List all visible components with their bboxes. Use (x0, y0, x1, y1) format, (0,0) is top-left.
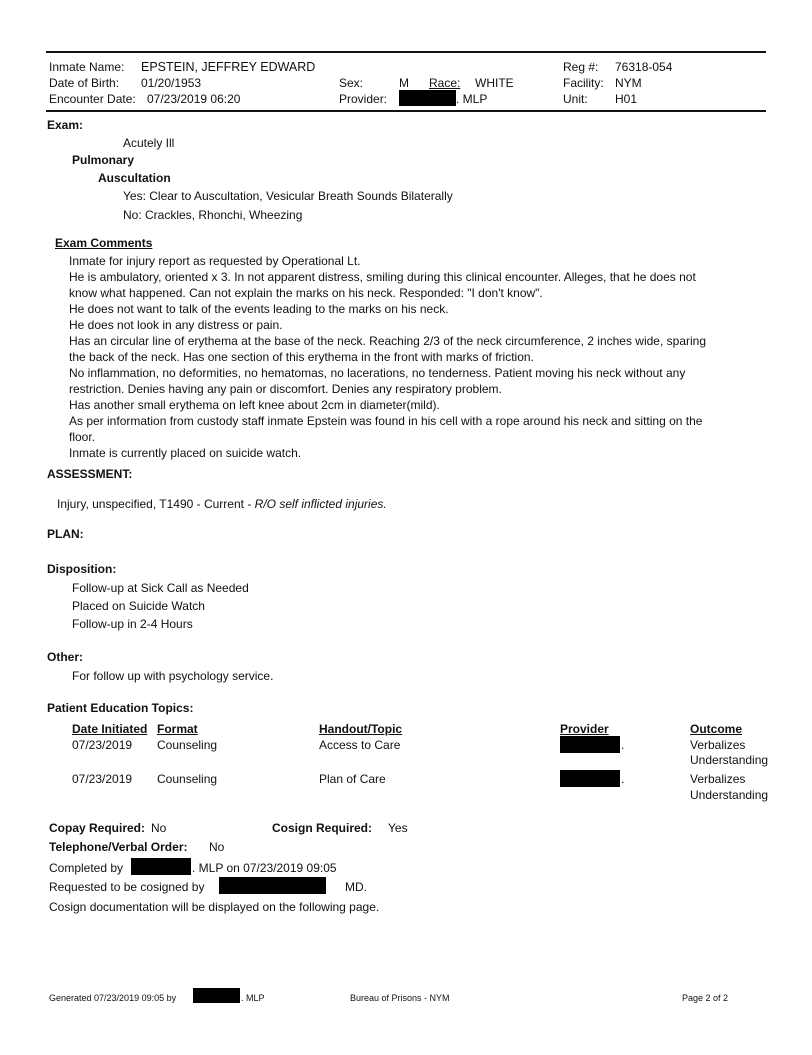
provider-redaction (399, 90, 456, 106)
requested-redaction (219, 877, 326, 894)
comment-line: He does not want to talk of the events leading to the marks on his neck. (69, 302, 449, 316)
unit-value: H01 (615, 92, 638, 106)
row-provider-suffix: . (621, 738, 625, 752)
comment-line: the back of the neck. Has one section of this erythema in the front with marks of friction. (69, 350, 534, 364)
exam-subsystem: Auscultation (98, 171, 171, 185)
exam-general: Acutely Ill (123, 136, 175, 150)
cosign-label: Cosign Required: (272, 821, 373, 835)
encounter-value: 07/23/2019 06:20 (147, 92, 241, 106)
row-provider-suffix: . (621, 772, 625, 786)
provider-suffix: . MLP (456, 92, 488, 106)
comment-line: Has another small erythema on left knee about 2cm in diameter(mild). (69, 398, 440, 412)
col-handout-topic: Handout/Topic (319, 722, 403, 736)
facility-value: NYM (615, 76, 642, 90)
disposition-item: Follow-up in 2-4 Hours (72, 617, 193, 631)
header-top-rule (46, 51, 766, 53)
disposition-item: Follow-up at Sick Call as Needed (72, 581, 249, 595)
row-topic: Plan of Care (319, 772, 386, 786)
footer-generated-prefix: Generated 07/23/2019 09:05 by (49, 993, 177, 1003)
reg-value: 76318-054 (615, 60, 673, 74)
col-date-initiated: Date Initiated (72, 722, 148, 736)
comment-line: He does not look in any distress or pain. (69, 318, 283, 332)
completed-redaction (131, 858, 191, 875)
exam-comments-heading: Exam Comments (55, 236, 153, 250)
row-topic: Access to Care (319, 738, 401, 752)
col-format: Format (157, 722, 198, 736)
cosign-note: Cosign documentation will be displayed on the following page. (49, 900, 380, 914)
footer-generated-suffix: . MLP (241, 993, 265, 1003)
footer-page-number: Page 2 of 2 (682, 993, 729, 1003)
inmate-name: EPSTEIN, JEFFREY EDWARD (141, 60, 316, 74)
exam-heading: Exam: (47, 118, 84, 132)
telephone-label: Telephone/Verbal Order: (49, 840, 188, 854)
col-outcome: Outcome (690, 722, 743, 736)
copay-value: No (151, 821, 167, 835)
exam-no: No: Crackles, Rhonchi, Wheezing (123, 208, 303, 222)
footer-center: Bureau of Prisons - NYM (350, 993, 450, 1003)
other-text: For follow up with psychology service. (72, 669, 274, 683)
plan-heading: PLAN: (47, 527, 84, 541)
comment-line: No inflammation, no deformities, no hematomas, no lacerations, no tenderness. Patient moving his neck without any (69, 366, 686, 380)
education-heading: Patient Education Topics: (47, 701, 194, 715)
row-format: Counseling (157, 738, 218, 752)
facility-label: Facility: (563, 76, 604, 90)
comment-line: know what happened. Can not explain the marks on his neck. Responded: "I don't know". (69, 286, 543, 300)
row-outcome: Understanding (690, 753, 769, 767)
completed-prefix: Completed by (49, 861, 124, 875)
requested-suffix: MD. (345, 880, 367, 894)
assessment-note: R/O self inflicted injuries. (254, 497, 387, 511)
exam-yes: Yes: Clear to Auscultation, Vesicular Breath Sounds Bilaterally (123, 189, 453, 203)
header-bottom-rule (46, 110, 766, 112)
provider-label: Provider: (339, 92, 388, 106)
assessment-text (57, 497, 387, 511)
comment-line: Inmate is currently placed on suicide watch. (69, 446, 302, 460)
requested-prefix: Requested to be cosigned by (49, 880, 205, 894)
row-outcome: Understanding (690, 788, 769, 802)
dob-label: Date of Birth: (49, 76, 120, 90)
assessment-diagnosis: Injury, unspecified, T1490 - Current - (57, 497, 255, 511)
completed-suffix: . MLP on 07/23/2019 09:05 (192, 861, 337, 875)
cosign-value: Yes (388, 821, 408, 835)
race-label: Race: (429, 76, 461, 90)
row-provider-redaction (560, 736, 620, 753)
sex-label: Sex: (339, 76, 364, 90)
telephone-value: No (209, 840, 225, 854)
row-provider-redaction (560, 770, 620, 787)
exam-system: Pulmonary (72, 153, 135, 167)
comment-line: As per information from custody staff inmate Epstein was found in his cell with a rope around his neck and sitting on the (69, 414, 703, 428)
encounter-label: Encounter Date: (49, 92, 136, 106)
comment-line: Has an circular line of erythema at the base of the neck. Reaching 2/3 of the neck circumference, 2 inches wide, sparing (69, 334, 707, 348)
row-date: 07/23/2019 (72, 738, 133, 752)
other-heading: Other: (47, 650, 83, 664)
col-provider: Provider (560, 722, 609, 736)
row-format: Counseling (157, 772, 218, 786)
copay-label: Copay Required: (49, 821, 146, 835)
race-value: WHITE (475, 76, 514, 90)
assessment-heading: ASSESSMENT: (47, 467, 133, 481)
comment-line: restriction. Denies having any pain or discomfort. Denies any respiratory problem. (69, 382, 502, 396)
sex-value: M (399, 76, 409, 90)
row-date: 07/23/2019 (72, 772, 133, 786)
dob-value: 01/20/1953 (141, 76, 202, 90)
disposition-heading: Disposition: (47, 562, 117, 576)
comment-line: He is ambulatory, oriented x 3. In not apparent distress, smiling during this clinical encounter. Alleges, that he does not (69, 270, 696, 284)
footer-redaction (193, 988, 240, 1003)
reg-label: Reg #: (563, 60, 599, 74)
unit-label: Unit: (563, 92, 588, 106)
row-outcome: Verbalizes (690, 738, 746, 752)
inmate-name-label: Inmate Name: (49, 60, 125, 74)
comment-line: floor. (69, 430, 96, 444)
disposition-item: Placed on Suicide Watch (72, 599, 205, 613)
comment-line: Inmate for injury report as requested by Operational Lt. (69, 254, 361, 268)
row-outcome: Verbalizes (690, 772, 746, 786)
